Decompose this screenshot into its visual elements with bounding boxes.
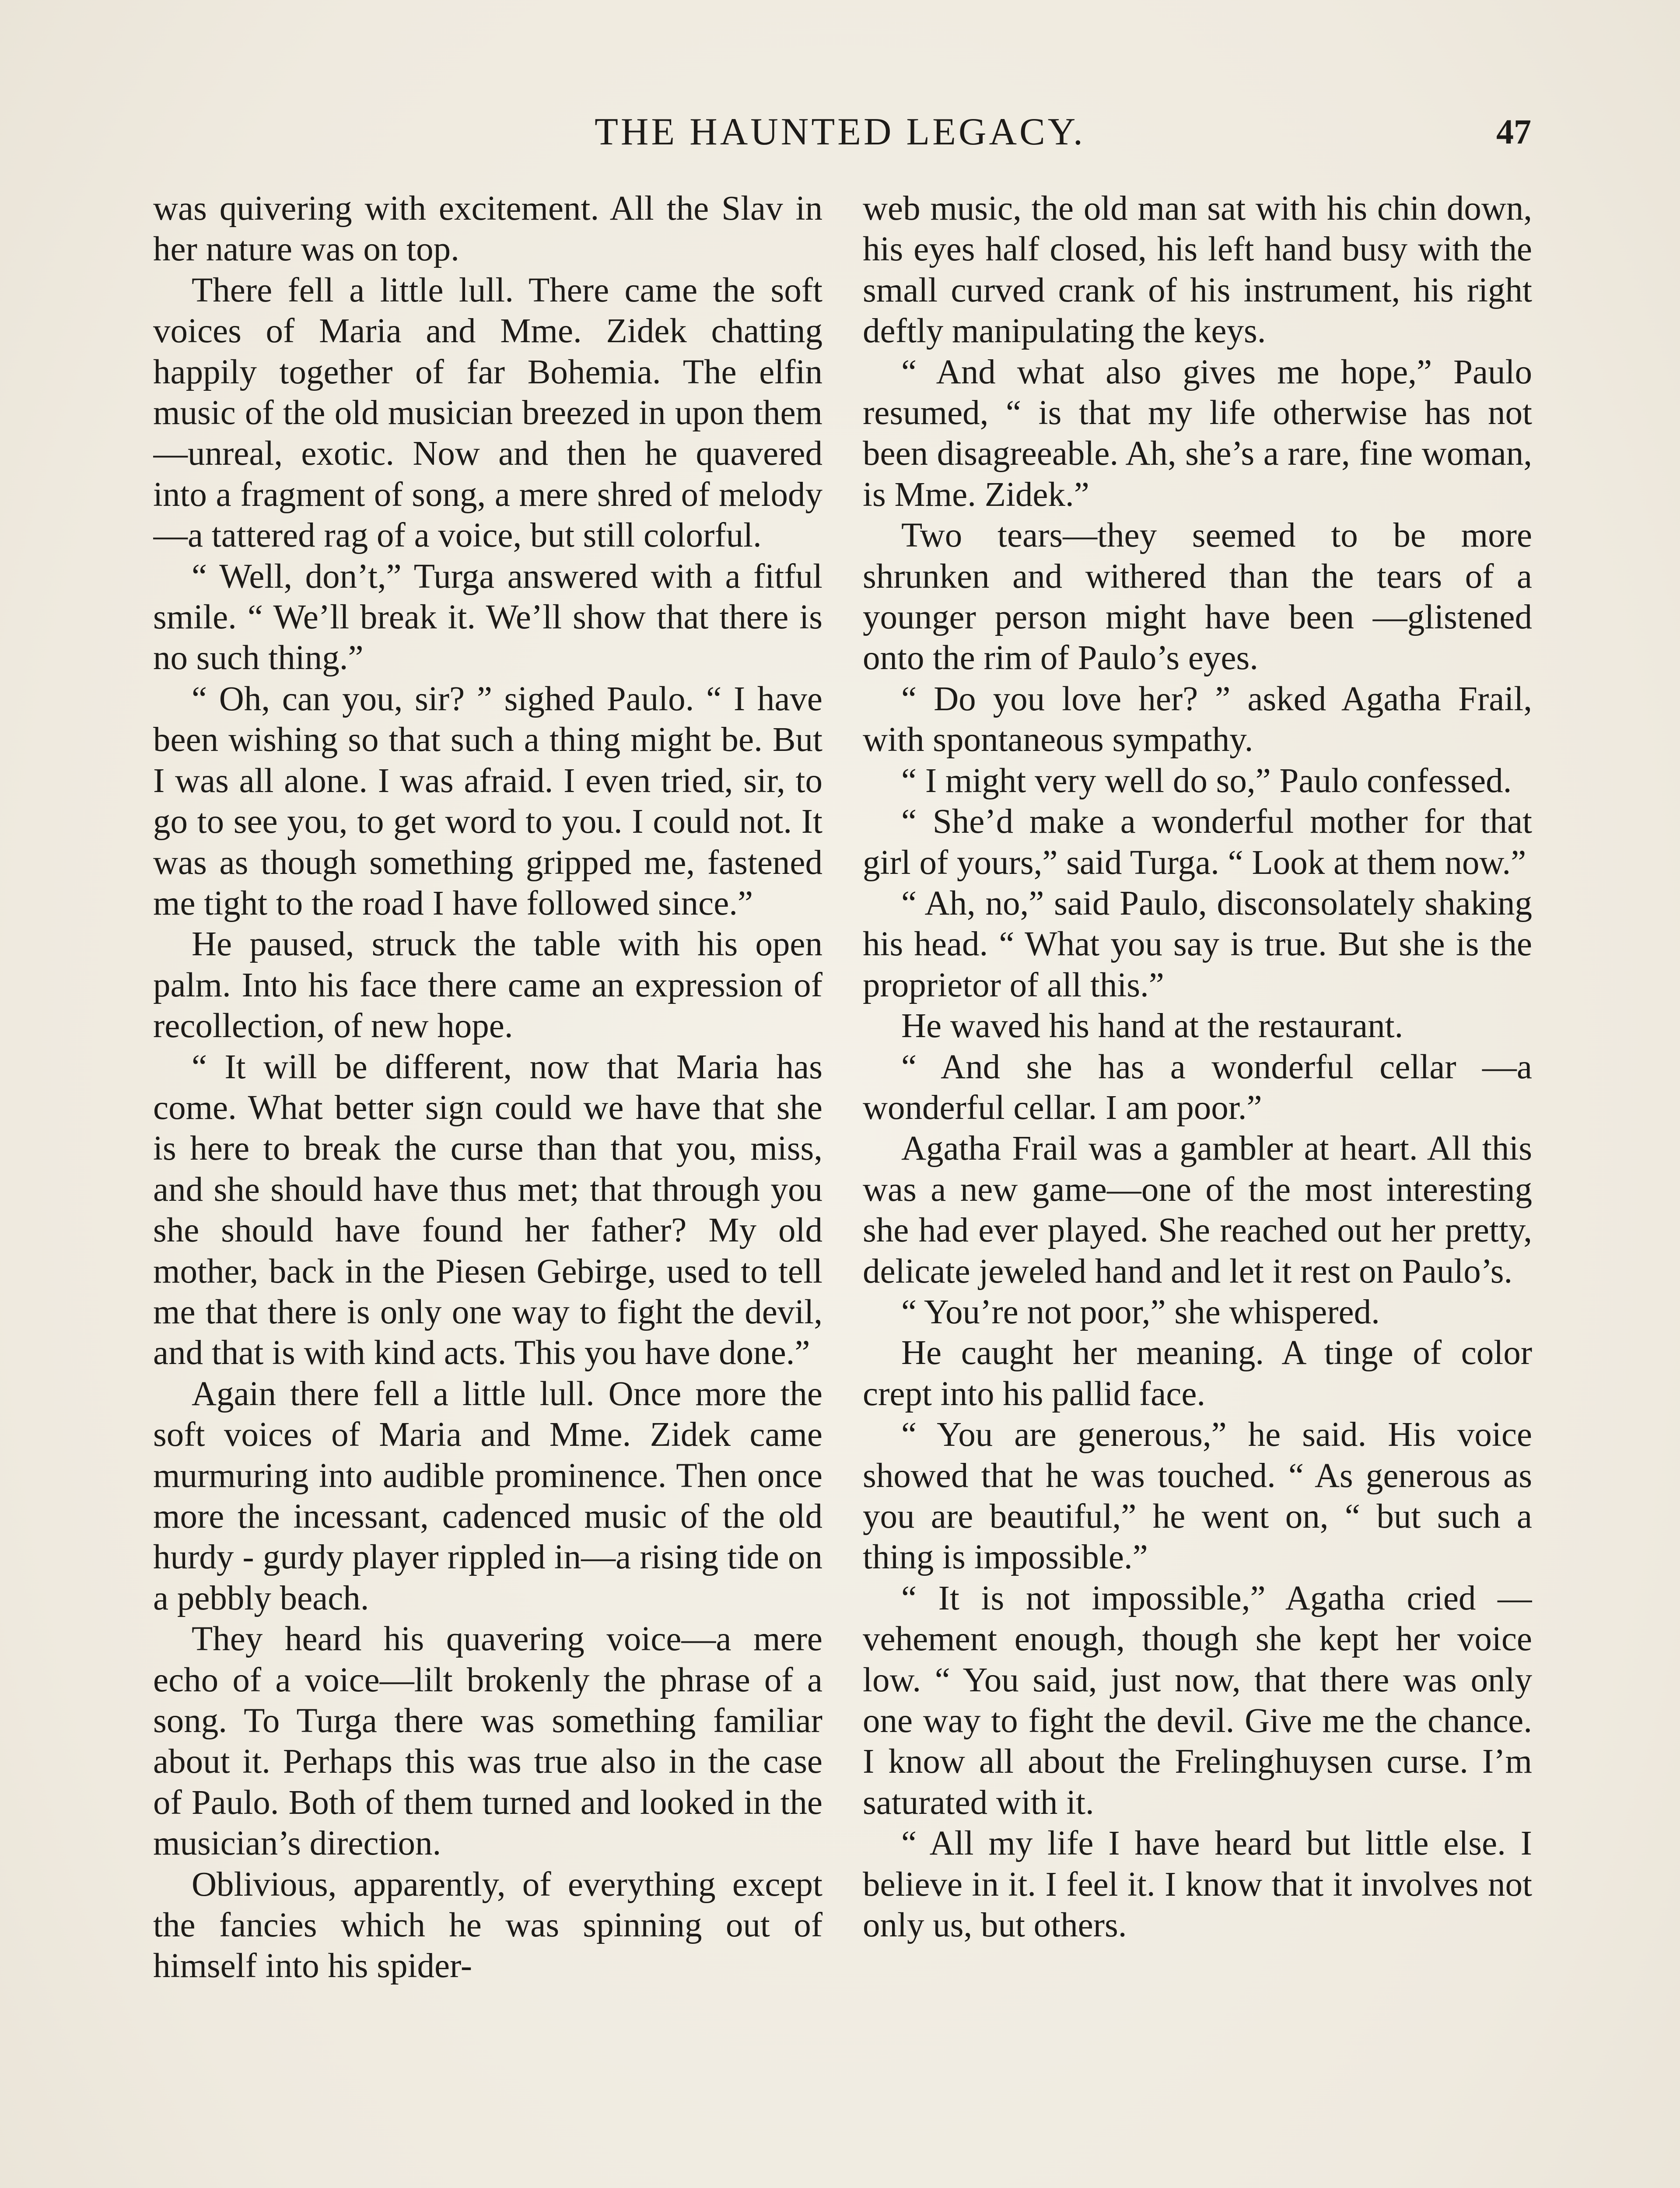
- paragraph: Two tears—they seemed to be more shrunken and withered than the tears of a younger person might have been —glistened onto the rim of Paulo’s eyes.: [863, 516, 1532, 677]
- paragraph: Agatha Frail was a gambler at heart. All this was a new game—one of the most interesting she had ever played. She reached out her pretty, delicate jeweled hand and let it rest on Paulo’s.: [863, 1129, 1532, 1290]
- right-column: [863, 188, 1532, 2188]
- paragraph: They heard his quavering voice—a mere echo of a voice—lilt brokenly the phrase of a song. To Turga there was something familiar about it. Perhaps this was true also in the case of Paulo. Both of them turned and looked in the musician’s direction.: [153, 1620, 822, 1863]
- paragraph: He waved his hand at the restaurant.: [901, 1007, 1404, 1045]
- paragraph: “ Do you love her? ” asked Agatha Frail, with spontaneous sympathy.: [863, 680, 1532, 759]
- paragraph: “ All my life I have heard but little else. I believe in it. I feel it. I know that it involves not only us, but others.: [863, 1824, 1532, 1945]
- paragraph: “ You’re not poor,” she whispered.: [901, 1293, 1380, 1331]
- paragraph: “ She’d make a wonderful mother for that girl of yours,” said Turga. “ Look at them now.”: [863, 803, 1532, 882]
- paragraph: Oblivious, apparently, of everything except the fancies which he was spinning out of himself into his spider-: [153, 1865, 822, 1985]
- left-column: [153, 188, 822, 2188]
- paragraph: Again there fell a little lull. Once more the soft voices of Maria and Mme. Zidek came murmuring into audible prominence. Then once more the incessant, cadenced music of the old hurdy - gurdy player rippled in—a rising tide on a pebbly beach.: [153, 1375, 822, 1617]
- paragraph: He paused, struck the table with his open palm. Into his face there came an expression of recollection, of new hope.: [153, 925, 822, 1045]
- paragraph: web music, the old man sat with his chin down, his eyes half closed, his left hand busy with the small curved crank of his instrument, his right deftly manipulating the keys.: [863, 189, 1532, 351]
- running-title: THE HAUNTED LEGACY.: [595, 111, 1085, 153]
- paragraph: He caught her meaning. A tinge of color crept into his pallid face.: [863, 1334, 1532, 1413]
- paragraph: “ I might very well do so,” Paulo confessed.: [901, 761, 1512, 800]
- paragraph: “ You are generous,” he said. His voice showed that he was touched. “ As generous as you are beautiful,” he went on, “ but such a thing is impossible.”: [863, 1416, 1532, 1577]
- paragraph: “ And what also gives me hope,” Paulo resumed, “ is that my life otherwise has not been disagreeable. Ah, she’s a rare, fine woman, is Mme. Zidek.”: [863, 353, 1532, 514]
- paragraph: “ Well, don’t,” Turga answered with a fitful smile. “ We’ll break it. We’ll show that there is no such thing.”: [153, 557, 822, 677]
- paragraph: “ Oh, can you, sir? ” sighed Paulo. “ I have been wishing so that such a thing might be. But I was all alone. I was afraid. I even tried, sir, to go to see you, to get word to you. I could not. It was as though something gripped me, fastened me tight to the road I have followed since.”: [153, 680, 822, 922]
- paragraph: “ Ah, no,” said Paulo, disconsolately shaking his head. “ What you say is true. But she is the proprietor of all this.”: [863, 884, 1532, 1004]
- paragraph: “ It is not impossible,” Agatha cried —vehement enough, though she kept her voice low. “ You said, just now, that there was only one way to fight the devil. Give me the chance. I know all about the Frelinghuysen curse. I’m saturated with it.: [863, 1579, 1532, 1822]
- page-header: [149, 102, 1531, 163]
- paragraph: “ It will be different, now that Maria has come. What better sign could we have that she is here to break the curse than that you, miss, and she should have thus met; that through you she should have found her father? My old mother, back in the Piesen Gebirge, used to tell me that there is only one way to fight the devil, and that is with kind acts. This you have done.”: [153, 1048, 822, 1372]
- paragraph: There fell a little lull. There came the soft voices of Maria and Mme. Zidek chatting happily together of far Bohemia. The elfin music of the old musician breezed in upon them—unreal, exotic. Now and then he quavered into a fragment of song, a mere shred of melody—a tattered rag of a voice, but still colorful.: [153, 271, 822, 555]
- paragraph: was quivering with excitement. All the Slav in her nature was on top.: [153, 189, 822, 269]
- paragraph: “ And she has a wonderful cellar —a wonderful cellar. I am poor.”: [863, 1048, 1532, 1127]
- page-number: 47: [1496, 113, 1531, 151]
